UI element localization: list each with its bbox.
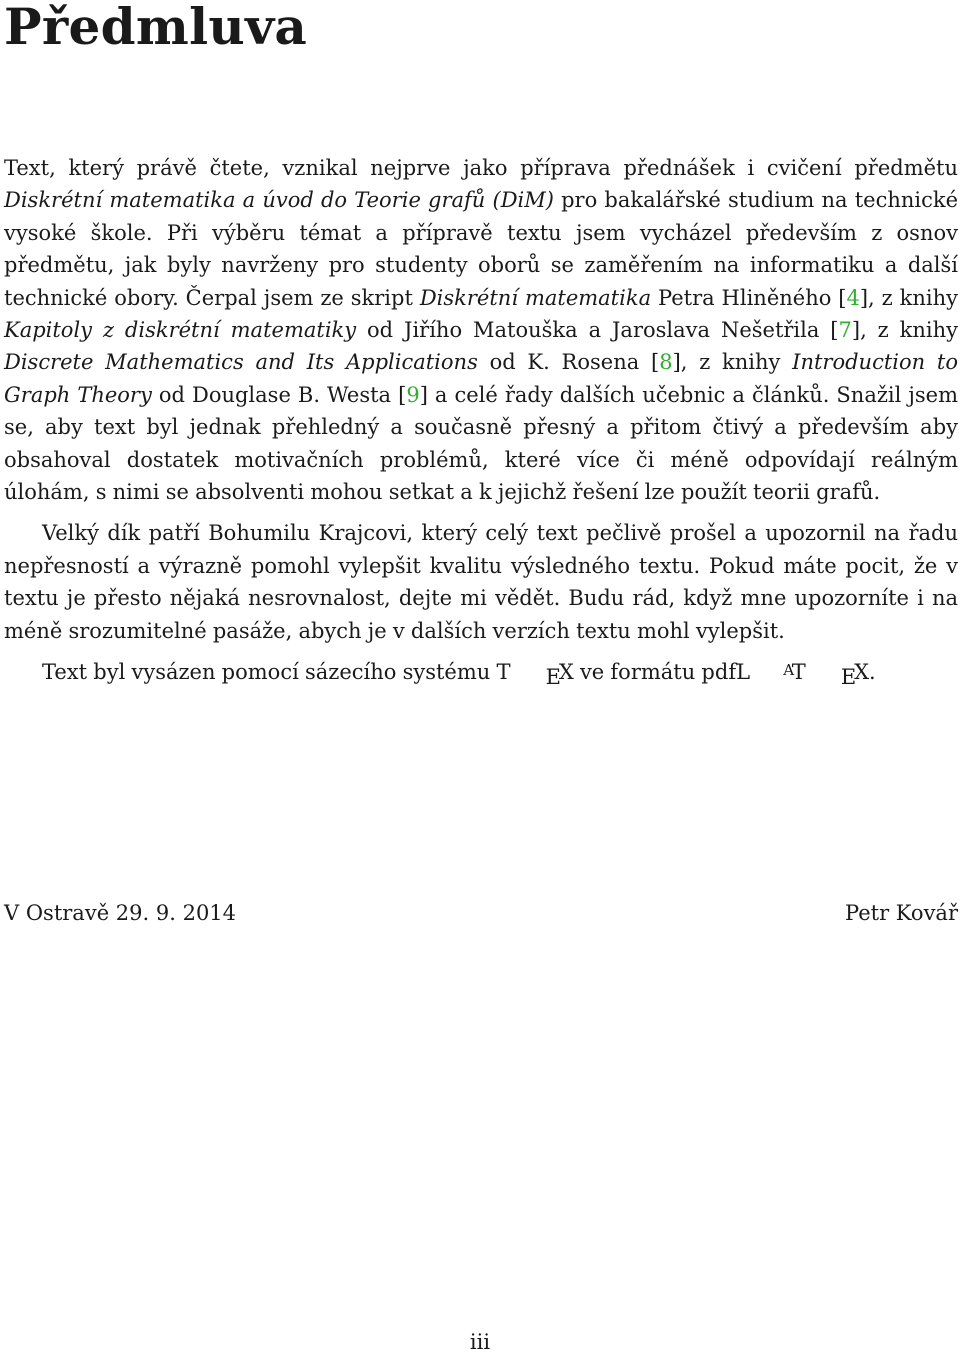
- preface-body: [4, 152, 958, 691]
- page-title: Předmluva: [4, 0, 308, 56]
- citation-link-8[interactable]: 8: [659, 350, 673, 375]
- text-segment: ], z knihy: [851, 318, 958, 343]
- paragraph-typesetting: [4, 656, 958, 690]
- book-title-diskretni-matematika: Diskrétní matematika: [419, 285, 652, 310]
- text-segment: ] a celé řady dalších učebnic a článků. Snažil jsem se, aby text byl jednak přehledný a současně přesný a přitom čtivý a především aby obsahoval dostatek motivačních problémů, které více či méně odpovídají reálným úlohám, s nimi se absolventi mohou setkat a k jejichž řešení lze použít teorii grafů.: [4, 382, 959, 505]
- book-title-graph-theory: Introduction to Graph Theory: [4, 350, 958, 407]
- book-title-discrete-mathematics: Discrete Mathematics and Its Applications: [4, 350, 478, 375]
- citation-link-4[interactable]: 4: [846, 285, 860, 310]
- text-segment: ], z knihy: [672, 350, 793, 375]
- text-segment: od K. Rosena [: [477, 350, 660, 375]
- course-title: Diskrétní matematika a úvod do Teorie grafů (DiM): [4, 188, 554, 213]
- page-number: iii: [469, 1330, 491, 1354]
- latex-logo: L AT EX: [736, 660, 870, 689]
- paragraph-sources: [4, 152, 958, 508]
- text-segment: pro bakalářské studium na technické vysoké škole. Při výběru témat a přípravě textu jsem vycházel především z osnov předmětu, jak byly navrženy pro studenty oborů se zaměřením na informatiku a další technické obory. Čerpal jsem ze skript: [4, 188, 959, 310]
- citation-link-9[interactable]: 9: [406, 382, 420, 407]
- text-segment: .: [869, 660, 876, 685]
- text-segment: Text byl vysázen pomocí sázecího systému: [42, 660, 497, 685]
- citation-link-7[interactable]: 7: [838, 318, 852, 343]
- text-segment: od Jiřího Matouška a Jaroslava Nešetřila [: [356, 318, 839, 343]
- book-title-kapitoly: Kapitoly z diskrétní matematiky: [4, 318, 357, 343]
- paragraph-acknowledgement: Velký dík patří Bohumilu Krajcovi, který celý text pečlivě prošel a upozornil na řadu nepřesností a výrazně pomohl vylepšit kvalitu výsledného textu. Pokud máte pocit, že v textu je přesto nějaká nesrovnalost, dejte mi vědět. Budu rád, když mne upozorníte i na méně srozumitelné pasáže, abych je v dalších verzích textu mohl vylepšit.: [4, 521, 958, 643]
- tex-logo: T EX: [496, 660, 574, 689]
- text-segment: Text, který právě čtete, vznikal nejprve jako příprava přednášek i cvičení předmětu: [4, 156, 958, 180]
- text-segment: od Douglase B. Westa [: [151, 382, 407, 407]
- text-segment: Petra Hliněného [: [651, 285, 847, 310]
- text-segment: ve formátu pdf: [573, 660, 737, 685]
- text-segment: ], z knihy: [859, 285, 958, 310]
- place-and-date: V Ostravě 29. 9. 2014: [4, 901, 237, 925]
- author-name: Petr Kovář: [845, 901, 958, 925]
